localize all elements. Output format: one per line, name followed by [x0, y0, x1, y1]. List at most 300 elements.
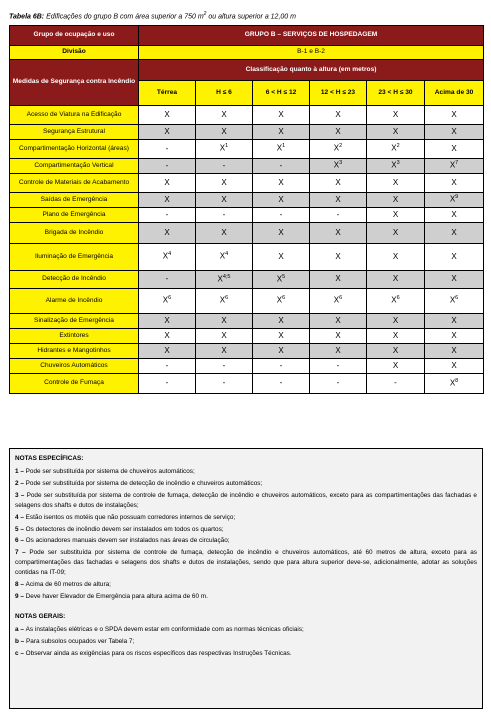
caption-text-end: ou altura superior a 12,00 m — [206, 13, 296, 21]
requirement-mark: X — [219, 144, 226, 154]
requirement-cell — [253, 193, 310, 208]
requirement-mark: X — [451, 274, 457, 284]
table-row — [10, 174, 484, 193]
requirement-mark: X — [164, 109, 170, 119]
requirement-cell — [367, 223, 425, 244]
height-column-header: H ≤ 6 — [196, 81, 253, 106]
caption-superscript: 2 — [203, 11, 207, 17]
requirement-cell — [425, 329, 484, 344]
requirement-cell — [139, 344, 196, 359]
requirement-cell — [139, 329, 196, 344]
requirement-cell — [139, 374, 196, 394]
note-item: c – Observar ainda as exigências para os riscos específicos das respectivas Instruções Técnicas. — [15, 649, 292, 657]
requirement-mark: X — [392, 251, 399, 261]
requirement-mark: X — [221, 345, 227, 355]
requirement-mark: - — [165, 160, 169, 170]
table-row — [10, 140, 484, 159]
requirement-mark: X — [392, 360, 399, 370]
requirement-mark: X — [392, 126, 399, 136]
requirement-mark: X — [162, 252, 169, 262]
note-text: Observar ainda as exigências para os riscos específicos das respectivas Instruções Técnicas. — [25, 649, 292, 657]
note-text: Pode ser substituída por sistema de controle de fumaça, detecção de incêndio e chuveiros automáticos, até 60 metros de altura, exceto para as compartimentações das fachadas e selagens dos shafts e dutos de instalações, sendo que para altura superior deve-se, adicionalmente, adotar as soluções contidas na IT-09; — [15, 549, 477, 577]
requirement-cell — [367, 359, 425, 374]
requirement-cell — [253, 329, 310, 344]
requirement-cell — [367, 314, 425, 329]
requirement-cell — [310, 314, 367, 329]
note-reference: 9 — [455, 194, 459, 201]
group-label: Grupo de ocupação e uso — [10, 26, 139, 46]
note-number: 6 — [15, 537, 19, 545]
note-reference: 1 — [282, 143, 286, 150]
requirement-cell — [425, 193, 484, 208]
requirement-cell — [425, 106, 484, 125]
requirement-cell — [196, 271, 253, 289]
requirement-cell — [253, 159, 310, 174]
requirement-mark: X — [217, 274, 223, 284]
note-item: 4 – Estão isentos os motéis que não possuam corredores internos de serviço; — [15, 513, 236, 521]
requirement-mark: X — [278, 109, 284, 119]
requirement-cell — [425, 140, 484, 159]
note-reference: 6 — [225, 295, 229, 302]
requirement-cell — [310, 359, 367, 374]
note-text: Estão isentos os motéis que não possuam corredores internos de serviço; — [25, 513, 236, 521]
requirement-mark: - — [336, 378, 340, 388]
specific-notes-title: NOTAS ESPECÍFICAS: — [15, 455, 84, 462]
requirement-cell — [310, 244, 367, 271]
note-number: 3 — [15, 491, 19, 499]
requirement-mark: X — [335, 194, 341, 204]
requirement-cell — [253, 174, 310, 193]
note-reference: 5 — [282, 273, 286, 280]
general-notes-title: NOTAS GERAIS: — [15, 612, 66, 620]
height-column-header: Acima de 30 — [425, 81, 484, 106]
requirement-mark: X — [335, 345, 341, 355]
table-row — [10, 289, 484, 314]
requirement-mark: X — [451, 209, 457, 219]
height-column-header: Térrea — [139, 81, 196, 106]
note-reference: 6 — [455, 295, 459, 302]
requirement-cell — [253, 374, 310, 394]
requirement-cell — [196, 314, 253, 329]
note-number: 7 — [15, 549, 19, 557]
note-reference: 2 — [339, 143, 343, 150]
note-text: Deve haver Elevador de Emergência para altura acima de 60 m. — [25, 593, 208, 601]
requirement-mark: X — [276, 274, 283, 284]
requirement-mark: X — [221, 194, 227, 204]
division-value: B-1 e B-2 — [139, 46, 484, 60]
measure-label: Iluminação de Emergência — [10, 244, 139, 271]
requirement-cell — [310, 374, 367, 394]
note-reference: 4;5 — [222, 273, 231, 280]
requirement-mark: - — [165, 360, 169, 370]
requirement-mark: - — [165, 274, 169, 284]
requirement-cell — [139, 244, 196, 271]
note-text: Os acionadores manuais devem ser instalados nas áreas de circulação; — [25, 537, 230, 545]
measure-label: Chuveiros Automáticos — [10, 359, 139, 374]
requirement-cell — [196, 329, 253, 344]
requirement-mark: X — [278, 177, 284, 187]
measure-label: Hidrantes e Mangotinhos — [10, 344, 139, 359]
requirement-mark: X — [335, 251, 341, 261]
requirement-cell — [367, 106, 425, 125]
requirement-mark: - — [279, 378, 283, 388]
requirement-mark: X — [451, 251, 457, 261]
requirement-mark: X — [164, 126, 170, 136]
table-row — [10, 106, 484, 125]
group-value: GRUPO B – SERVIÇOS DE HOSPEDAGEM — [139, 26, 484, 46]
requirement-mark: X — [391, 144, 397, 154]
measure-label: Extintores — [10, 329, 139, 344]
requirement-mark: X — [335, 330, 341, 340]
requirement-cell — [425, 289, 484, 314]
requirement-mark: X — [451, 109, 457, 119]
caption-label: Tabela 6B: — [9, 13, 45, 21]
table-row — [10, 271, 484, 289]
table-row — [10, 223, 484, 244]
note-number: 2 — [15, 479, 19, 487]
requirement-cell — [253, 223, 310, 244]
requirement-mark: - — [394, 378, 397, 388]
requirement-mark: X — [221, 330, 227, 340]
table-row — [10, 244, 484, 271]
requirement-mark: X — [221, 227, 227, 237]
requirement-mark: X — [451, 126, 457, 136]
note-reference: 4 — [225, 251, 229, 258]
requirement-mark: X — [276, 296, 283, 306]
requirement-cell — [139, 125, 196, 140]
requirement-mark: - — [222, 378, 226, 388]
requirement-cell — [196, 344, 253, 359]
measure-label: Brigada de Incêndio — [10, 223, 139, 244]
requirement-mark: - — [279, 209, 283, 219]
requirement-mark: X — [451, 330, 457, 340]
requirement-cell — [310, 223, 367, 244]
measure-label: Segurança Estrutural — [10, 125, 139, 140]
requirement-cell — [425, 223, 484, 244]
requirement-mark: X — [451, 315, 457, 325]
requirement-mark: X — [451, 177, 457, 187]
note-number: b — [15, 637, 19, 645]
requirement-mark: X — [392, 194, 399, 204]
requirement-mark: X — [392, 209, 399, 219]
note-reference: 6 — [282, 295, 286, 302]
requirement-cell — [310, 193, 367, 208]
requirement-mark: X — [278, 330, 284, 340]
requirement-mark: X — [451, 345, 457, 355]
requirement-mark: - — [279, 160, 283, 170]
requirement-cell — [367, 159, 425, 174]
requirement-mark: X — [164, 330, 170, 340]
requirements-table — [9, 25, 484, 394]
note-reference: 3 — [396, 160, 400, 167]
requirement-cell — [196, 208, 253, 223]
requirement-cell — [196, 359, 253, 374]
requirement-cell — [139, 223, 196, 244]
requirement-cell — [425, 314, 484, 329]
requirement-mark: X — [451, 360, 457, 370]
requirement-cell — [310, 140, 367, 159]
requirement-cell — [367, 344, 425, 359]
requirement-mark: - — [165, 378, 169, 388]
requirement-cell — [196, 289, 253, 314]
note-item: 8 – Acima de 60 metros de altura; — [15, 581, 111, 589]
requirement-cell — [253, 271, 310, 289]
notes-box — [9, 448, 483, 709]
table-row — [10, 344, 484, 359]
requirement-cell — [139, 359, 196, 374]
table-row — [10, 208, 484, 223]
note-reference: 2 — [396, 143, 400, 150]
requirement-mark: X — [164, 177, 170, 187]
requirement-mark: X — [392, 227, 399, 237]
requirement-mark: X — [449, 378, 456, 388]
requirement-cell — [139, 314, 196, 329]
note-text: As instalações elétricas e o SPDA devem estar em conformidade com as normas técnicas oficiais; — [25, 625, 304, 633]
requirement-mark: X — [391, 296, 397, 306]
note-number: 8 — [15, 581, 19, 589]
requirement-cell — [253, 289, 310, 314]
requirement-cell — [310, 344, 367, 359]
note-text: Acima de 60 metros de altura; — [25, 581, 111, 589]
table-row — [10, 329, 484, 344]
requirement-mark: X — [221, 109, 227, 119]
requirement-mark: - — [336, 209, 340, 219]
requirement-mark: - — [165, 209, 169, 219]
note-reference: 6 — [168, 295, 172, 302]
requirement-cell — [139, 193, 196, 208]
requirement-mark: X — [391, 161, 397, 171]
measure-label: Controle de Materiais de Acabamento — [10, 174, 139, 193]
requirement-mark: X — [335, 274, 341, 284]
requirement-cell — [367, 271, 425, 289]
requirement-mark: X — [221, 177, 227, 187]
table-row — [10, 159, 484, 174]
requirement-mark: - — [279, 360, 283, 370]
requirement-cell — [196, 223, 253, 244]
requirement-cell — [139, 140, 196, 159]
measure-label: Compartimentação Vertical — [10, 159, 139, 174]
requirement-mark: X — [278, 345, 284, 355]
requirement-cell — [253, 140, 310, 159]
requirement-cell — [253, 106, 310, 125]
requirement-cell — [425, 271, 484, 289]
requirement-cell — [253, 125, 310, 140]
requirement-cell — [425, 244, 484, 271]
requirement-cell — [310, 271, 367, 289]
requirement-cell — [425, 125, 484, 140]
requirement-mark: X — [449, 161, 456, 171]
requirement-mark: X — [221, 126, 227, 136]
requirement-cell — [139, 289, 196, 314]
requirement-cell — [310, 159, 367, 174]
requirement-mark: X — [276, 144, 283, 154]
note-item: 6 – Os acionadores manuais devem ser instalados nas áreas de circulação; — [15, 537, 230, 545]
note-text: Pode ser substituída por sistema de controle de fumaça, detecção de incêndio e chuveiros automáticos, exceto para as compartimentações das fachadas e selagens dos shafts e dutos de instalações; — [15, 491, 477, 509]
requirement-cell — [139, 106, 196, 125]
requirement-mark: X — [335, 126, 341, 136]
note-reference: 6 — [339, 295, 343, 302]
table-row — [10, 374, 484, 394]
note-item: 1 – Pode ser substituída por sistema de chuveiros automáticos; — [15, 467, 195, 475]
requirement-cell — [253, 359, 310, 374]
requirement-cell — [367, 374, 425, 394]
requirement-cell — [425, 374, 484, 394]
note-reference: 1 — [225, 143, 229, 150]
requirement-mark: X — [164, 227, 170, 237]
requirement-cell — [310, 106, 367, 125]
note-reference: 8 — [455, 377, 459, 384]
requirement-cell — [367, 174, 425, 193]
note-number: 9 — [15, 593, 19, 601]
requirement-cell — [253, 344, 310, 359]
table-caption — [9, 11, 296, 20]
requirement-cell — [367, 140, 425, 159]
requirement-mark: X — [392, 345, 399, 355]
note-text: Pode ser substituída por sistema de chuveiros automáticos; — [25, 467, 195, 475]
requirement-cell — [425, 359, 484, 374]
measure-label: Detecção de Incêndio — [10, 271, 139, 289]
requirement-mark: X — [335, 177, 341, 187]
requirement-mark: X — [221, 315, 227, 325]
requirement-cell — [196, 374, 253, 394]
measure-label: Alarme de Incêndio — [10, 289, 139, 314]
requirement-cell — [139, 159, 196, 174]
measure-label: Saídas de Emergência — [10, 193, 139, 208]
requirement-mark: X — [333, 296, 340, 306]
note-item: 2 – Pode ser substituída por sistema de detecção de incêndio e chuveiros automáticos; — [15, 479, 263, 487]
height-column-header: 23 < H ≤ 30 — [367, 81, 425, 106]
specific-notes-list — [15, 467, 477, 602]
requirement-mark: X — [335, 227, 341, 237]
note-reference: 6 — [396, 295, 400, 302]
requirement-mark: X — [333, 144, 340, 154]
requirement-mark: - — [222, 360, 226, 370]
requirement-mark: X — [449, 195, 456, 205]
note-item: 5 – Os detectores de incêndio devem ser instalados em todos os quartos; — [15, 525, 224, 533]
requirement-cell — [425, 208, 484, 223]
note-item: 3 – Pode ser substituída por sistema de controle de fumaça, detecção de incêndio e chuveiros automáticos, exceto para as compartimentações das fachadas e selagens dos shafts e dutos de instalações; — [15, 491, 477, 509]
note-number: a — [15, 625, 19, 633]
requirement-cell — [253, 208, 310, 223]
note-text: Os detectores de incêndio devem ser instalados em todos os quartos; — [25, 525, 224, 533]
requirement-mark: - — [222, 209, 226, 219]
note-reference: 7 — [455, 160, 459, 167]
requirement-cell — [367, 329, 425, 344]
table-row — [10, 193, 484, 208]
requirement-mark: X — [451, 143, 457, 153]
measure-label: Sinalização de Emergência — [10, 314, 139, 329]
requirement-mark: X — [164, 315, 170, 325]
note-item: 9 – Deve haver Elevador de Emergência para altura acima de 60 m. — [15, 593, 208, 601]
requirement-mark: X — [451, 227, 457, 237]
measures-label: Medidas de Segurança contra Incêndio — [10, 60, 139, 106]
requirement-cell — [139, 174, 196, 193]
requirement-cell — [139, 271, 196, 289]
requirement-mark: X — [335, 109, 341, 119]
height-column-header: 6 < H ≤ 12 — [253, 81, 310, 106]
requirement-cell — [196, 106, 253, 125]
requirement-cell — [310, 289, 367, 314]
requirement-mark: - — [336, 360, 340, 370]
requirement-mark: X — [392, 177, 399, 187]
requirement-cell — [425, 344, 484, 359]
caption-text: Edificações do grupo B com área superior a 750 m — [44, 13, 204, 21]
requirement-mark: X — [335, 315, 341, 325]
requirement-cell — [139, 208, 196, 223]
measure-label: Acesso de Viatura na Edificação — [10, 106, 139, 125]
note-item: a – As instalações elétricas e o SPDA devem estar em conformidade com as normas técnicas oficiais; — [15, 625, 304, 633]
requirement-mark: X — [449, 296, 456, 306]
requirement-mark: X — [164, 345, 170, 355]
requirement-cell — [196, 244, 253, 271]
division-label: Divisão — [10, 46, 139, 60]
requirement-mark: X — [392, 315, 399, 325]
note-number: 1 — [15, 467, 19, 475]
requirement-cell — [310, 329, 367, 344]
note-reference: 4 — [168, 251, 172, 258]
requirement-mark: X — [164, 194, 170, 204]
note-text: Para subsolos ocupados ver Tabela 7; — [26, 637, 135, 645]
requirement-mark: X — [162, 296, 169, 306]
measure-label: Compartimentação Horizontal (áreas) — [10, 140, 139, 159]
table-row — [10, 314, 484, 329]
requirement-cell — [196, 174, 253, 193]
requirement-cell — [196, 193, 253, 208]
requirement-cell — [253, 314, 310, 329]
requirement-mark: X — [219, 296, 226, 306]
requirement-cell — [196, 159, 253, 174]
requirement-cell — [425, 159, 484, 174]
requirement-cell — [367, 125, 425, 140]
classification-label: Classificação quanto à altura (em metros) — [139, 60, 484, 81]
requirement-cell — [367, 244, 425, 271]
requirement-cell — [310, 174, 367, 193]
note-number: 4 — [15, 513, 19, 521]
requirement-mark: X — [278, 126, 284, 136]
requirement-cell — [367, 289, 425, 314]
requirement-cell — [196, 125, 253, 140]
note-text: Pode ser substituída por sistema de detecção de incêndio e chuveiros automáticos; — [25, 479, 263, 487]
requirement-mark: X — [278, 315, 284, 325]
general-notes-list — [15, 625, 477, 659]
requirement-mark: - — [222, 160, 226, 170]
requirement-cell — [425, 174, 484, 193]
measure-label: Controle de Fumaça — [10, 374, 139, 394]
measure-label: Plano de Emergência — [10, 208, 139, 223]
table-row — [10, 359, 484, 374]
requirement-cell — [196, 140, 253, 159]
table-row — [10, 125, 484, 140]
requirement-mark: X — [392, 330, 399, 340]
requirement-cell — [367, 208, 425, 223]
requirement-mark: - — [165, 143, 169, 153]
requirement-cell — [253, 244, 310, 271]
requirement-mark: X — [219, 252, 226, 262]
requirement-mark: X — [278, 227, 284, 237]
height-column-header: 12 < H ≤ 23 — [310, 81, 367, 106]
requirement-cell — [310, 208, 367, 223]
requirement-mark: X — [278, 194, 284, 204]
note-item: 7 – Pode ser substituída por sistema de controle de fumaça, detecção de incêndio e chuveiros automáticos, até 60 metros de altura, exceto para as compartimentações das fachadas e selagens dos shafts e dutos de instalações, sendo que para altura superior deve-se, adicionalmente, adotar as soluções contidas na IT-09; — [15, 549, 477, 577]
note-reference: 3 — [339, 160, 343, 167]
note-number: c — [15, 649, 19, 657]
requirement-cell — [367, 193, 425, 208]
note-item: b – Para subsolos ocupados ver Tabela 7; — [15, 637, 135, 645]
requirement-mark: X — [392, 274, 399, 284]
note-number: 5 — [15, 525, 19, 533]
requirement-mark: X — [392, 109, 399, 119]
requirement-mark: X — [333, 161, 340, 171]
